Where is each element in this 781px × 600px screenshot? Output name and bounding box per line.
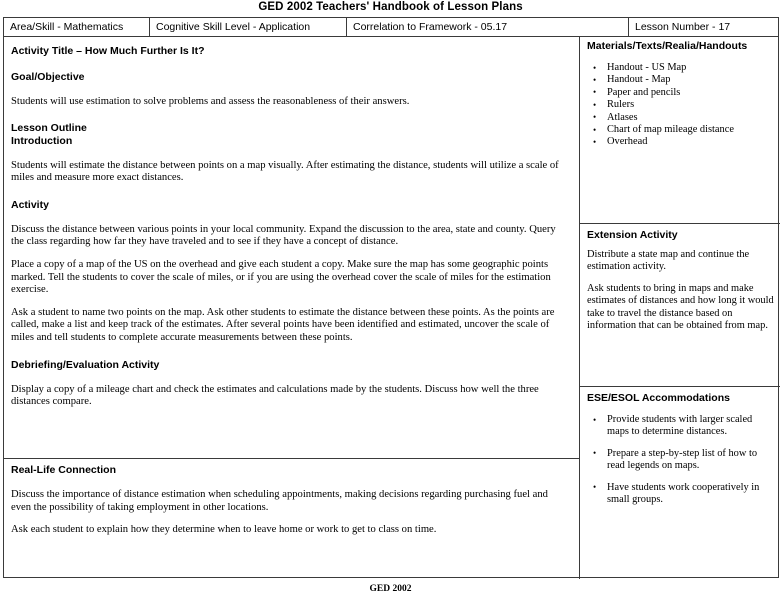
sidebar-column — [579, 37, 780, 579]
debriefing-heading: Debriefing/Evaluation Activity — [11, 358, 160, 371]
extension-activity-block — [580, 223, 780, 332]
header-cell-area-skill: Area/Skill - Mathematics — [10, 21, 124, 33]
header-cell-cognitive-level: Cognitive Skill Level - Application — [149, 18, 346, 37]
document-title: GED 2002 Teachers' Handbook of Lesson Plans — [258, 1, 523, 13]
introduction-heading: Introduction — [11, 134, 73, 147]
list-item: • Prepare a step-by-step list of how to read legends on maps. — [587, 448, 774, 473]
list-item: • Paper and pencils — [587, 87, 774, 99]
materials-block — [580, 37, 780, 149]
materials-list — [587, 62, 774, 149]
activity-paragraph-2: Place a copy of a map of the US on the overhead and give each student a copy. Make sure the map has some geographic points marked. Tell the students to cover the scale of miles, or if you are using the overhead cover the scale of miles for the estimation exercise. — [11, 258, 551, 296]
table-header-row — [4, 18, 778, 37]
real-life-heading: Real-Life Connection — [11, 464, 117, 476]
goal-objective-text: Students will use estimation to solve problems and assess the reasonableness of their answers. — [11, 96, 410, 107]
activity-title: Activity Title – How Much Further Is It? — [11, 45, 205, 57]
list-item: • Provide students with larger scaled maps to determine distances. — [587, 414, 774, 439]
document-footer: GED 2002 — [369, 584, 412, 594]
lesson-body-block — [4, 37, 579, 409]
lesson-plan-table — [3, 17, 779, 578]
header-cell-correlation: Correlation to Framework - 05.17 — [346, 18, 628, 37]
real-life-paragraph-1: Discuss the importance of distance estimation when scheduling appointments, making decisions regarding purchasing fuel and even the possibility of taking employment in other locations. — [11, 489, 548, 513]
introduction-text: Students will estimate the distance between points on a map visually. After estimating the distance, students will utilize a scale of miles and measure more exact distances. — [11, 159, 559, 184]
list-item: • Handout - US Map — [587, 62, 774, 74]
list-item: • Have students work cooperatively in small groups. — [587, 482, 774, 507]
extension-activity-heading: Extension Activity — [587, 229, 678, 241]
main-content-column — [4, 37, 579, 579]
list-item: • Atlases — [587, 112, 774, 124]
goal-objective-heading: Goal/Objective — [11, 71, 85, 83]
ese-esol-heading: ESE/ESOL Accommodations — [587, 392, 730, 404]
list-item: • Handout - Map — [587, 74, 774, 86]
list-item: • Rulers — [587, 99, 774, 111]
real-life-connection-block — [4, 458, 579, 537]
debriefing-text: Display a copy of a mileage chart and check the estimates and calculations made by the students. Discuss how well the three distances compare. — [11, 383, 539, 408]
ese-esol-block — [580, 386, 780, 515]
list-item: • Overhead — [587, 136, 774, 148]
activity-paragraph-3: Ask a student to name two points on the map. Ask other students to estimate the distance between these points. As the points are called, make a list and keep track of the estimates. After several points have been identified and estimated, uncover the scale of miles and tell students to complete accurate measurements between these points. — [11, 306, 555, 343]
activity-paragraph-1: Discuss the distance between various points in your local community. Expand the discussion to the area, state and county. Query the class regarding how far they have traveled and to see if they have a concept of distance. — [11, 223, 556, 248]
ese-esol-list — [587, 414, 774, 506]
extension-paragraph-2: Ask students to bring in maps and make estimates of distances and how long it would take to travel the distance based on information that can be obtained from map. — [587, 282, 774, 332]
activity-heading: Activity — [11, 198, 49, 211]
extension-paragraph-1: Distribute a state map and continue the estimation activity. — [587, 249, 750, 273]
header-cell-lesson-number: Lesson Number - 17 — [628, 18, 780, 37]
lesson-outline-heading: Lesson Outline — [11, 121, 87, 134]
list-item: • Chart of map mileage distance — [587, 124, 774, 136]
materials-heading: Materials/Texts/Realia/Handouts — [587, 40, 748, 52]
real-life-paragraph-2: Ask each student to explain how they determine when to leave home or work to get to class on time. — [11, 524, 437, 536]
